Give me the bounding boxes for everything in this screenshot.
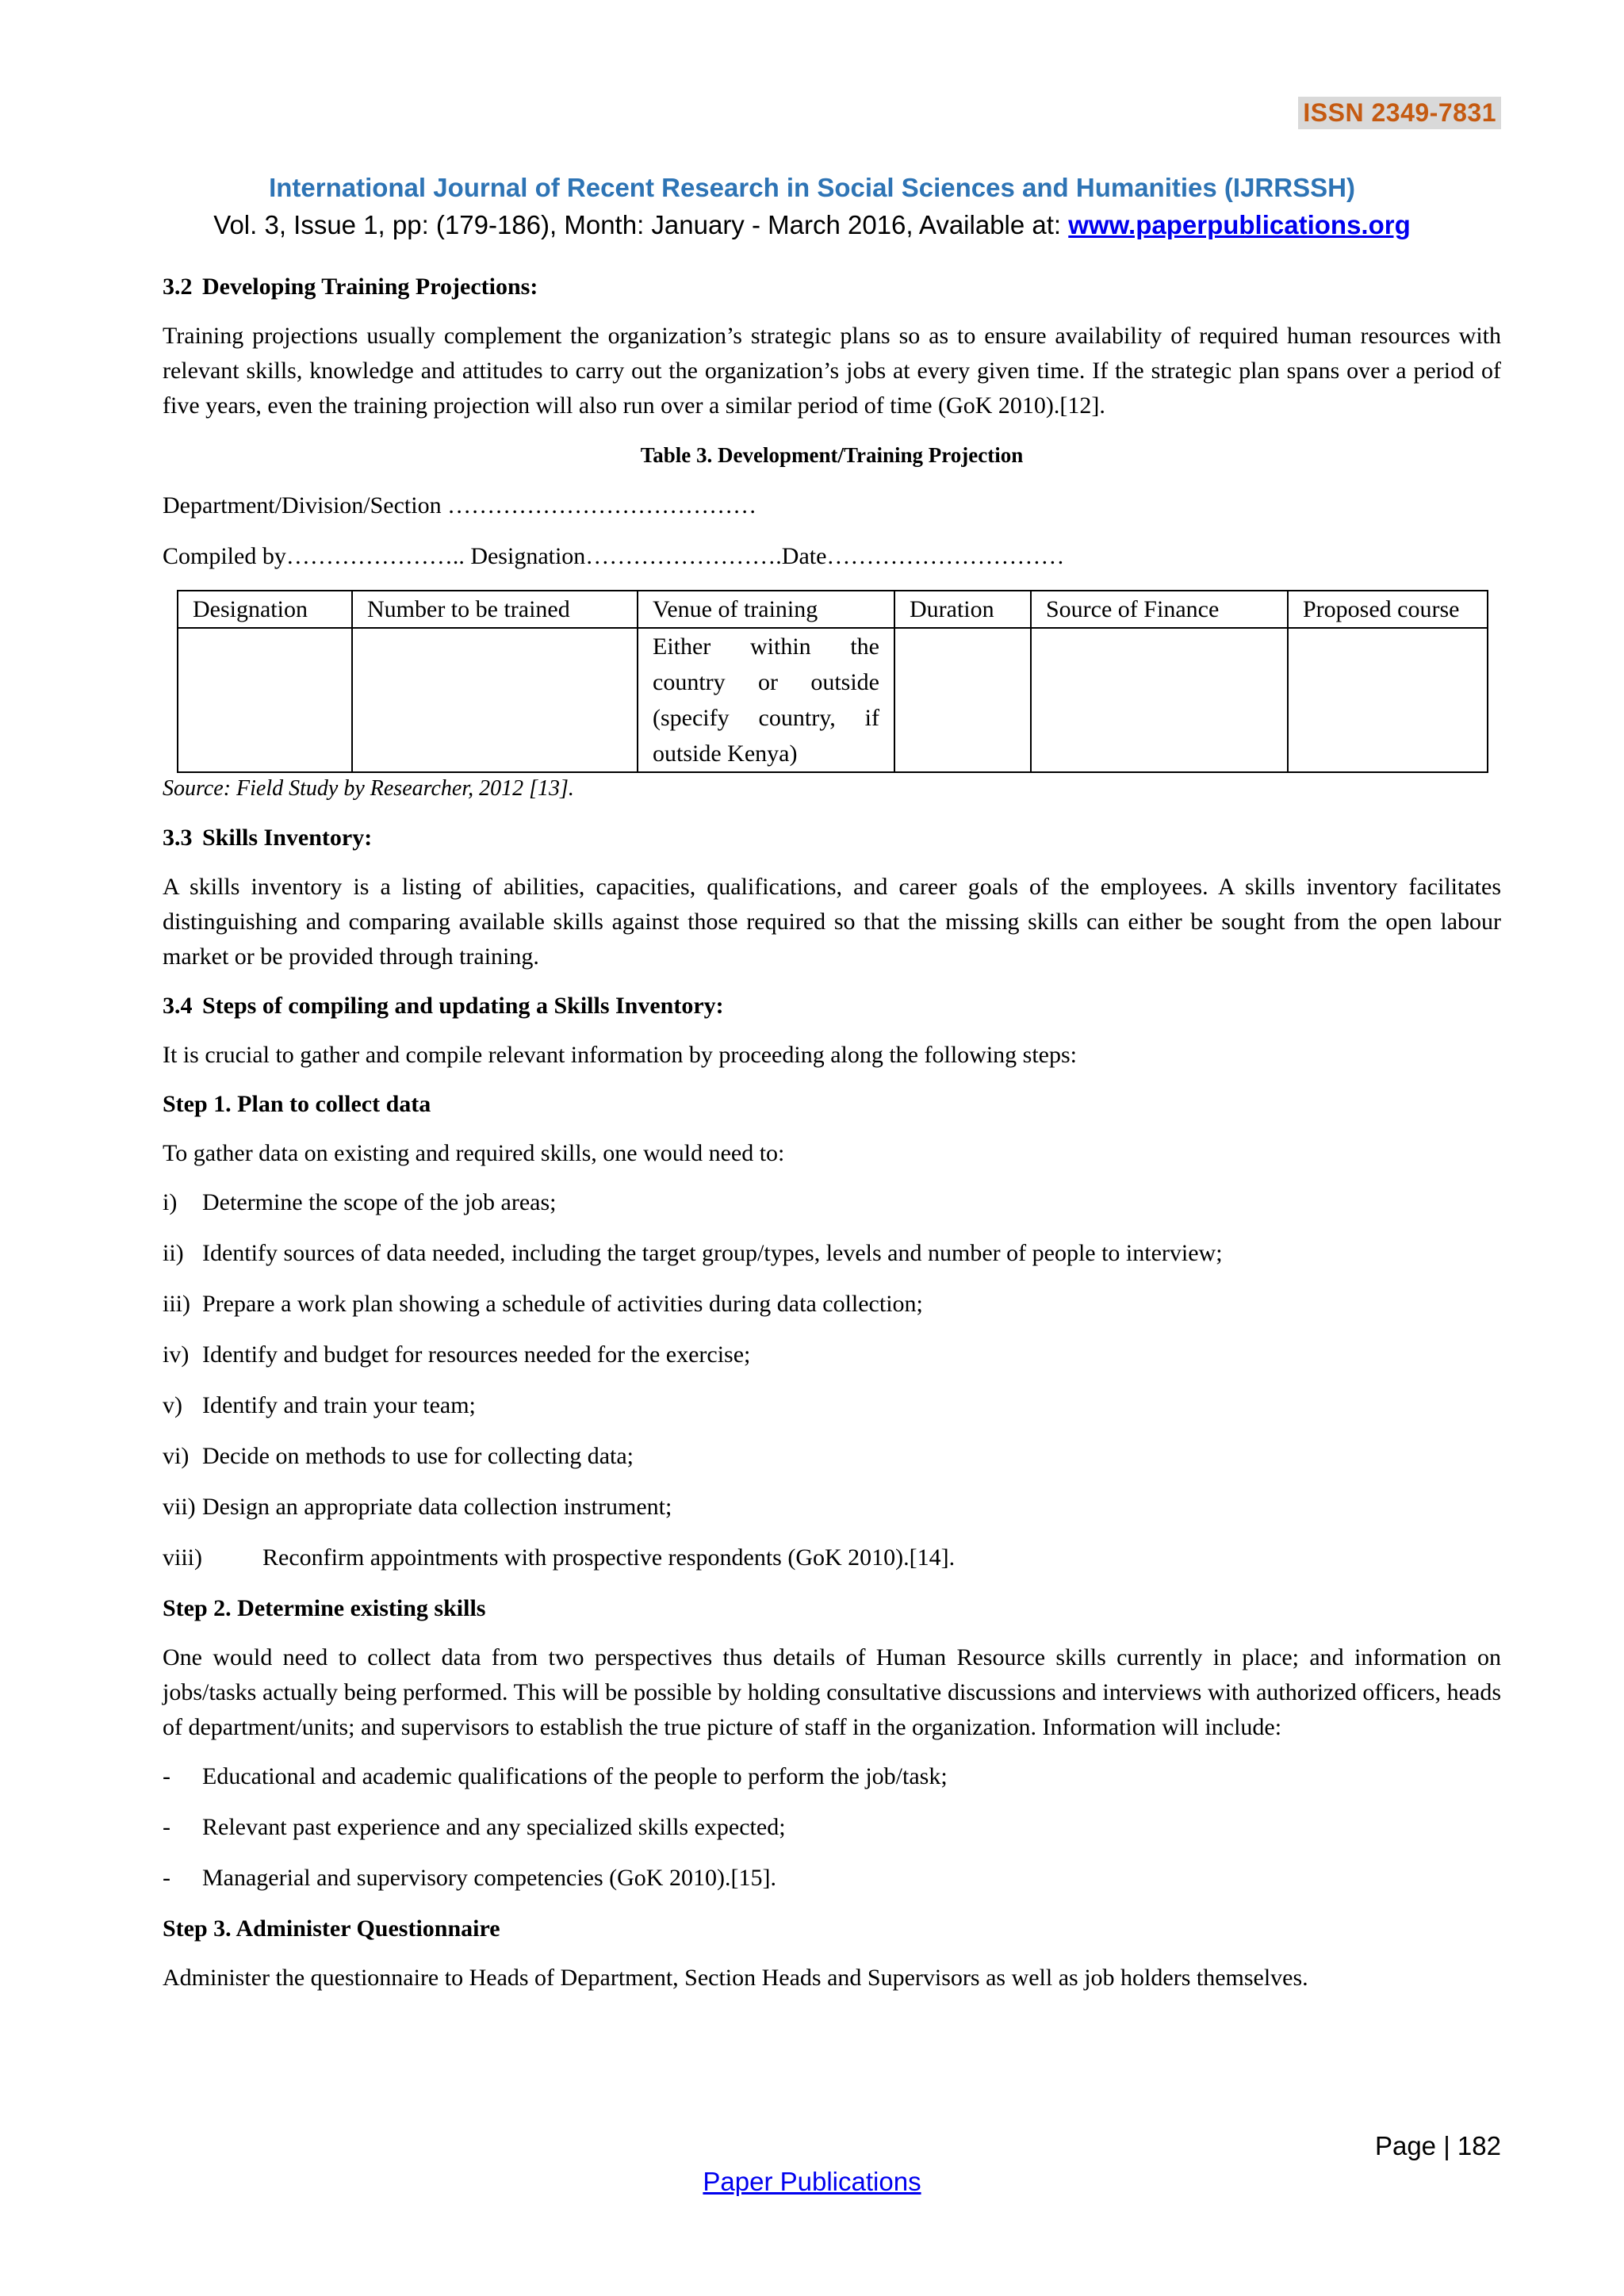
list-item-text: Relevant past experience and any specialized skills expected;	[202, 1814, 786, 1840]
list-item-text: Reconfirm appointments with prospective respondents (GoK 2010).[14].	[262, 1544, 956, 1571]
list-item-label: i)	[163, 1189, 178, 1215]
list-item-text: Identify and train your team;	[202, 1392, 476, 1418]
list-item-label: iv)	[163, 1341, 190, 1368]
section-title: Steps of compiling and updating a Skills Inventory:	[202, 993, 724, 1019]
list-item	[163, 1236, 1501, 1271]
list-item-label: -	[163, 1763, 170, 1789]
list-item-label: ii)	[163, 1240, 184, 1266]
section-number: 3.2	[163, 274, 193, 300]
table-cell	[352, 628, 638, 772]
section-title: Skills Inventory:	[202, 825, 373, 851]
list-item	[163, 1861, 1501, 1896]
section-3-3-paragraph: A skills inventory is a listing of abilities, capacities, qualifications, and career goals of the employees. A skills inventory facilitates distinguishing and comparing available skills against those required so that the missing skills can either be sought from the open labour market or be provided through training.	[163, 874, 1501, 970]
table-row	[178, 628, 1488, 772]
list-item-text: Identify and budget for resources needed for the exercise;	[202, 1341, 751, 1368]
department-line: Department/Division/Section …………………………………	[163, 492, 757, 519]
section-3-3-heading	[163, 821, 1501, 855]
table-caption: Table 3. Development/Training Projection	[640, 443, 1024, 467]
list-item-text: Prepare a work plan showing a schedule of activities during data collection;	[202, 1291, 923, 1317]
section-3-2-paragraph: Training projections usually complement the organization’s strategic plans so as to ensure availability of required human resources with relevant skills, knowledge and attitudes to carry out the organization’s jobs at every given time. If the strategic plan spans over a period of five years, even the training projection will also run over a similar period of time (GoK 2010).[12].	[163, 323, 1501, 419]
list-item-label: viii)	[163, 1544, 202, 1571]
table-header-cell: Duration	[894, 591, 1031, 628]
list-item	[163, 1439, 1501, 1474]
list-item-text: Identify sources of data needed, including the target group/types, levels and number of people to interview;	[202, 1240, 1223, 1266]
page-number: Page | 182	[1374, 2131, 1501, 2160]
list-item-text: Decide on methods to use for collecting data;	[202, 1443, 634, 1469]
volume-text: Vol. 3, Issue 1, pp: (179-186), Month: January - March 2016, Available at:	[213, 210, 1069, 239]
list-item-label: -	[163, 1814, 170, 1840]
website-link[interactable]: www.paperpublications.org	[1068, 210, 1411, 239]
step-3-paragraph: Administer the questionnaire to Heads of Department, Section Heads and Supervisors as well as job holders themselves.	[163, 1965, 1308, 1991]
table-header-cell: Source of Finance	[1031, 591, 1288, 628]
step-2-heading: Step 2. Determine existing skills	[163, 1595, 486, 1621]
table-header-cell: Proposed course	[1288, 591, 1488, 628]
list-item	[163, 1759, 1501, 1794]
table-header-row	[178, 591, 1488, 628]
volume-info	[0, 210, 1624, 240]
step-1-heading: Step 1. Plan to collect data	[163, 1091, 431, 1117]
list-item	[163, 1540, 1501, 1575]
journal-title: International Journal of Recent Research in Social Sciences and Humanities (IJRRSSH)	[269, 173, 1355, 202]
list-item-label: iii)	[163, 1291, 190, 1317]
table-cell	[1031, 628, 1288, 772]
issn-badge: ISSN 2349-7831	[1298, 97, 1501, 129]
table-header-cell: Number to be trained	[352, 591, 638, 628]
list-item-label: vi)	[163, 1443, 190, 1469]
step-1-intro: To gather data on existing and required skills, one would need to:	[163, 1140, 785, 1166]
page-content	[163, 270, 1501, 2010]
list-item-label: vii)	[163, 1494, 196, 1520]
list-item	[163, 1287, 1501, 1322]
table-header-cell: Designation	[178, 591, 352, 628]
step-3-heading: Step 3. Administer Questionnaire	[163, 1915, 500, 1942]
table-header-cell: Venue of training	[638, 591, 894, 628]
list-item-text: Determine the scope of the job areas;	[202, 1189, 557, 1215]
section-title: Developing Training Projections:	[202, 274, 538, 300]
list-item-text: Educational and academic qualifications of the people to perform the job/task;	[202, 1763, 948, 1789]
table-cell: Either within the country or outside (specify country, if outside Kenya)	[638, 628, 894, 772]
list-item-label: -	[163, 1865, 170, 1891]
list-item	[163, 1337, 1501, 1372]
list-item	[163, 1388, 1501, 1423]
step-2-paragraph: One would need to collect data from two perspectives thus details of Human Resource skills currently in place; and information on jobs/tasks actually being performed. This will be possible by holding consultative discussions and interviews with authorized officers, heads of department/units; and supervisors to establish the true picture of staff in the organization. Information will include:	[163, 1644, 1501, 1740]
list-item	[163, 1490, 1501, 1525]
section-number: 3.3	[163, 825, 193, 851]
section-3-4-intro: It is crucial to gather and compile relevant information by proceeding along the following steps:	[163, 1042, 1077, 1068]
section-3-2-heading	[163, 270, 1501, 304]
table-cell	[1288, 628, 1488, 772]
list-item-label: v)	[163, 1392, 182, 1418]
list-item	[163, 1810, 1501, 1845]
list-item	[163, 1185, 1501, 1220]
table-cell	[894, 628, 1031, 772]
list-item-text: Managerial and supervisory competencies (GoK 2010).[15].	[202, 1865, 776, 1891]
table-cell	[178, 628, 352, 772]
compiled-by-line: Compiled by………………….. Designation…………………….Date…………………………	[163, 543, 1065, 569]
section-number: 3.4	[163, 993, 193, 1019]
section-3-4-heading	[163, 989, 1501, 1024]
table-source: Source: Field Study by Researcher, 2012 [13].	[163, 776, 574, 801]
list-item-text: Design an appropriate data collection instrument;	[202, 1494, 672, 1520]
publisher-link[interactable]: Paper Publications	[703, 2167, 921, 2196]
training-projection-table	[177, 590, 1488, 773]
